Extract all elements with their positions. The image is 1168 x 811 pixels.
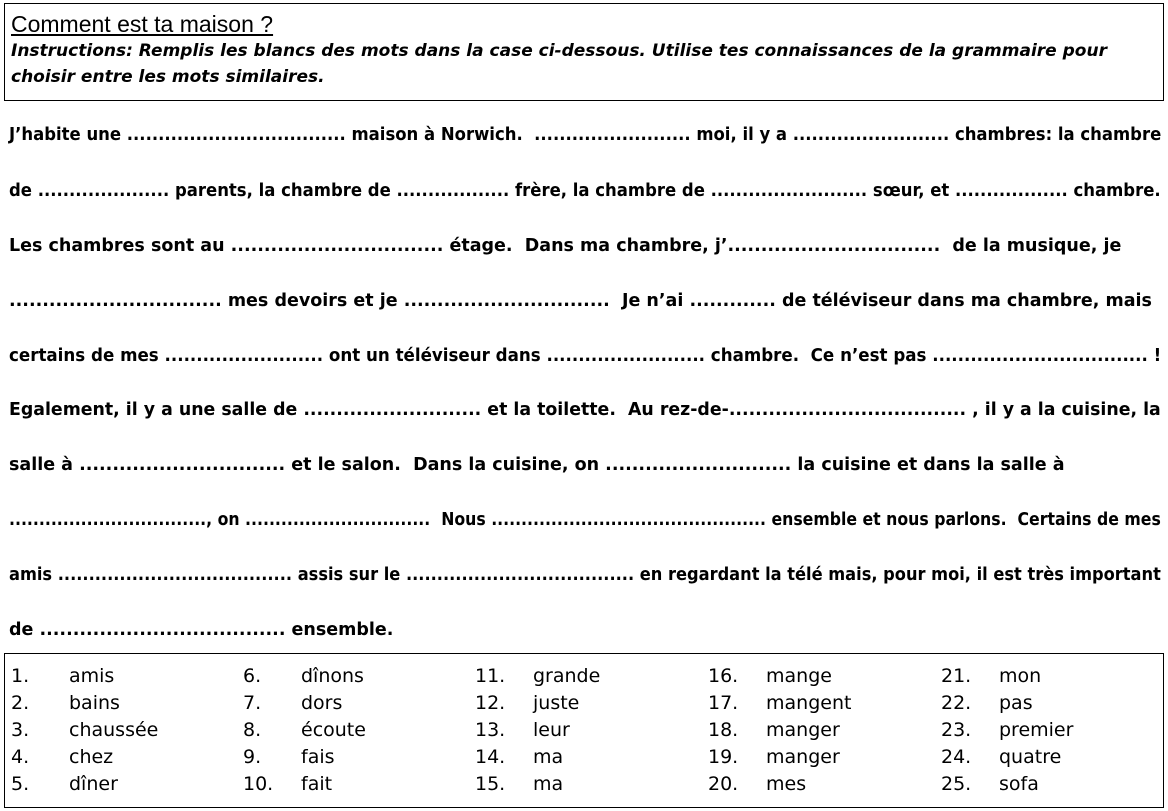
item-word: amis bbox=[69, 665, 115, 687]
passage-line-8: ................................., on ............................... Nous .............................................. ensemble et nous parlons. Certains de mes bbox=[9, 510, 1161, 530]
item-word: pas bbox=[999, 692, 1033, 714]
item-word: quatre bbox=[999, 746, 1062, 768]
passage-line-1: J’habite une ................................... maison à Norwich. ......................... moi, il y a ......................... chambres: la chambre bbox=[9, 125, 1162, 145]
item-number: 11. bbox=[475, 665, 506, 687]
item-number: 19. bbox=[708, 746, 739, 768]
item-word: mange bbox=[766, 665, 832, 687]
item-number: 7. bbox=[243, 692, 262, 714]
instructions-line-1: Instructions: Remplis les blancs des mots dans la case ci-dessous. Utilise tes connaissances de la grammaire pour bbox=[11, 41, 1107, 61]
passage-line-4: ................................ mes devoirs et je ............................... Je n’ai ............. de téléviseur dans ma chambre, mais bbox=[9, 291, 1152, 311]
item-number: 2. bbox=[11, 692, 30, 714]
item-number: 25. bbox=[941, 773, 972, 795]
instructions-line-2: choisir entre les mots similaires. bbox=[11, 67, 325, 87]
item-word: manger bbox=[766, 719, 840, 741]
passage-line-3: Les chambres sont au ................................ étage. Dans ma chambre, j’................................ de la musique, je bbox=[9, 236, 1122, 256]
item-number: 1. bbox=[11, 665, 30, 687]
item-number: 8. bbox=[243, 719, 262, 741]
item-number: 3. bbox=[11, 719, 30, 741]
word-bank bbox=[4, 653, 1164, 808]
item-number: 24. bbox=[941, 746, 972, 768]
item-word: ma bbox=[533, 746, 564, 768]
item-number: 12. bbox=[475, 692, 506, 714]
item-number: 6. bbox=[243, 665, 262, 687]
item-word: mes bbox=[766, 773, 807, 795]
item-word: mon bbox=[999, 665, 1042, 687]
item-word: grande bbox=[533, 665, 601, 687]
passage-line-5: certains de mes ......................... ont un téléviseur dans ......................... chambre. Ce n’est pas .................................. ! bbox=[9, 346, 1162, 366]
item-word: juste bbox=[533, 692, 580, 714]
worksheet-title: Comment est ta maison ? bbox=[11, 11, 274, 37]
item-word: ma bbox=[533, 773, 564, 795]
passage-line-6: Egalement, il y a une salle de ........................... et la toilette. Au rez-de-.................................... , il y a la cuisine, la bbox=[9, 400, 1161, 420]
item-number: 23. bbox=[941, 719, 972, 741]
item-word: dînons bbox=[301, 665, 364, 687]
item-word: chaussée bbox=[69, 719, 159, 741]
item-word: bains bbox=[69, 692, 120, 714]
item-word: dors bbox=[301, 692, 343, 714]
item-word: mangent bbox=[766, 692, 852, 714]
item-number: 5. bbox=[11, 773, 30, 795]
item-number: 15. bbox=[475, 773, 506, 795]
item-word: sofa bbox=[999, 773, 1039, 795]
item-word: leur bbox=[533, 719, 570, 741]
item-number: 13. bbox=[475, 719, 506, 741]
item-number: 20. bbox=[708, 773, 739, 795]
item-word: manger bbox=[766, 746, 840, 768]
header-box bbox=[4, 3, 1164, 101]
item-number: 21. bbox=[941, 665, 972, 687]
item-number: 4. bbox=[11, 746, 30, 768]
item-word: écoute bbox=[301, 719, 366, 741]
item-word: chez bbox=[69, 746, 114, 768]
item-word: dîner bbox=[69, 773, 118, 795]
item-number: 10. bbox=[243, 773, 274, 795]
passage-line-10: de ..................................... ensemble. bbox=[9, 620, 394, 640]
item-number: 9. bbox=[243, 746, 262, 768]
passage-line-2: de ..................... parents, la chambre de .................. frère, la chambre de ......................... sœur, et .................. chambre. bbox=[9, 181, 1161, 201]
passage-line-7: salle à ............................... et le salon. Dans la cuisine, on ............................ la cuisine et dans la salle à bbox=[9, 455, 1065, 475]
passage-line-9: amis ...................................... assis sur le ..................................... en regardant la télé mais, pour moi, il est très important bbox=[9, 565, 1161, 585]
item-word: fait bbox=[301, 773, 333, 795]
item-number: 17. bbox=[708, 692, 739, 714]
item-number: 18. bbox=[708, 719, 739, 741]
item-word: premier bbox=[999, 719, 1074, 741]
item-word: fais bbox=[301, 746, 335, 768]
item-number: 14. bbox=[475, 746, 506, 768]
item-number: 16. bbox=[708, 665, 739, 687]
item-number: 22. bbox=[941, 692, 972, 714]
